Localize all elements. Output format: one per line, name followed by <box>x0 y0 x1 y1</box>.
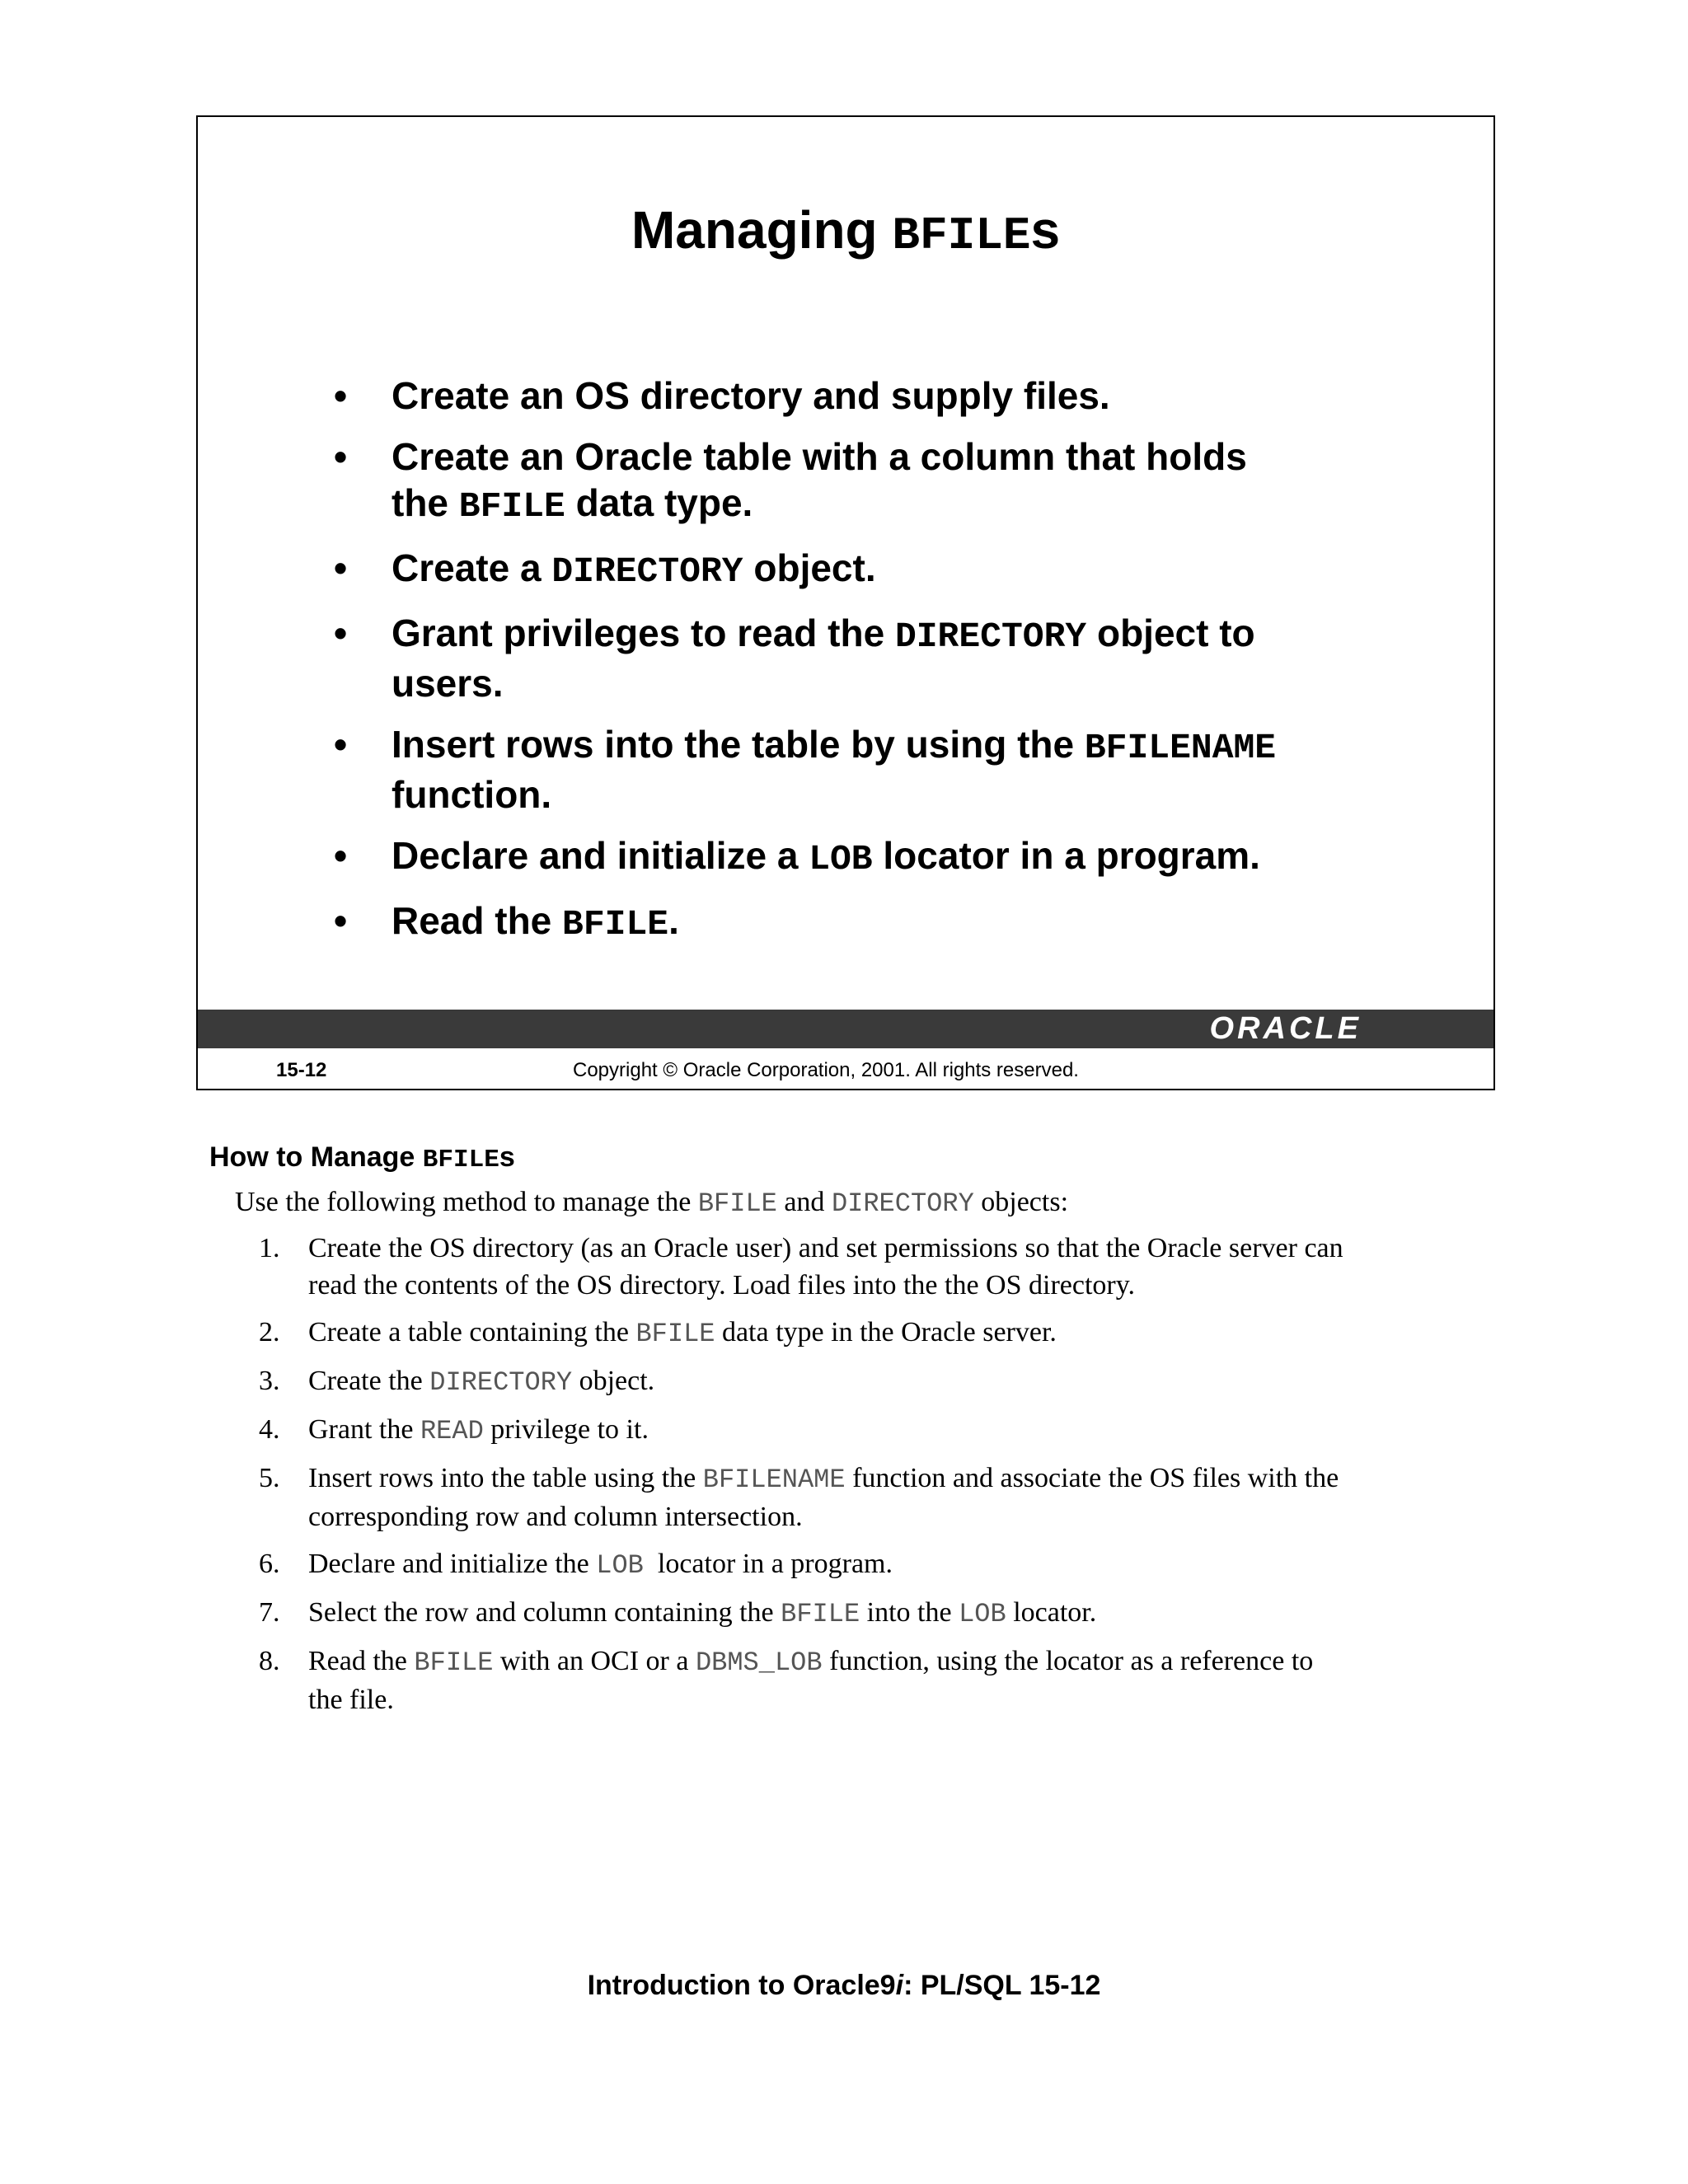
bullet-icon: • <box>334 723 348 766</box>
slide-frame <box>196 115 1495 1090</box>
step-item: 1. Create the OS directory (as an Oracle user) and set permissions so that the Oracle server can read the contents of the OS directory. Load files into the the OS directory. <box>259 1233 1343 1301</box>
step-item: 2. Create a table containing the BFILE data type in the Oracle server. <box>259 1317 1057 1349</box>
slide-number: 15-12 <box>276 1059 327 1081</box>
bullet-icon: • <box>334 374 348 417</box>
oracle-logo: ORACLE <box>1209 1011 1362 1046</box>
bullet-item: • Create an OS directory and supply files. <box>334 374 1110 417</box>
slide-footer-bar <box>198 1010 1493 1048</box>
bullet-item: • Insert rows into the table by using the BFILENAME function. <box>334 723 1277 816</box>
step-item: 3. Create the DIRECTORY object. <box>259 1366 655 1398</box>
bullet-item: • Grant privileges to read the DIRECTORY object to users. <box>334 612 1255 705</box>
step-item: 7. Select the row and column containing the BFILE into the LOB locator. <box>259 1597 1097 1629</box>
slide-bullet-list <box>334 373 1276 963</box>
step-item: 6. Declare and initialize the LOB locator in a program. <box>259 1549 893 1581</box>
copyright-notice: Copyright © Oracle Corporation, 2001. All rights reserved. <box>573 1059 1079 1081</box>
step-item: 4. Grant the READ privilege to it. <box>259 1414 649 1446</box>
bullet-icon: • <box>334 435 348 478</box>
slide-footer <box>198 1048 1493 1090</box>
bullet-item: • Declare and initialize a LOB locator in a program. <box>334 834 1260 879</box>
bullet-icon: • <box>334 834 348 877</box>
bullet-item: • Create a DIRECTORY object. <box>334 546 876 592</box>
step-item: 5. Insert rows into the table using the BFILENAME function and associate the OS files with the corresponding row and column intersection. <box>259 1463 1339 1532</box>
notes-intro: Use the following method to manage the BFILE and DIRECTORY objects: <box>235 1187 1069 1219</box>
bullet-item: • Read the BFILE. <box>334 899 679 944</box>
bullet-icon: • <box>334 612 348 654</box>
steps-list <box>247 1230 1451 1728</box>
step-item: 8. Read the BFILE with an OCI or a DBMS_LOB function, using the locator as a reference to the file. <box>259 1646 1314 1715</box>
bullet-item: • Create an Oracle table with a column that holds the BFILE data type. <box>334 435 1247 527</box>
slide-title: Managing BFILEs <box>631 200 1061 262</box>
bullet-icon: • <box>334 546 348 589</box>
page-footer: Introduction to Oracle9i: PL/SQL 15-12 <box>587 1970 1101 2001</box>
bullet-icon: • <box>334 899 348 942</box>
notes-heading: How to Manage BFILEs <box>209 1141 515 1174</box>
